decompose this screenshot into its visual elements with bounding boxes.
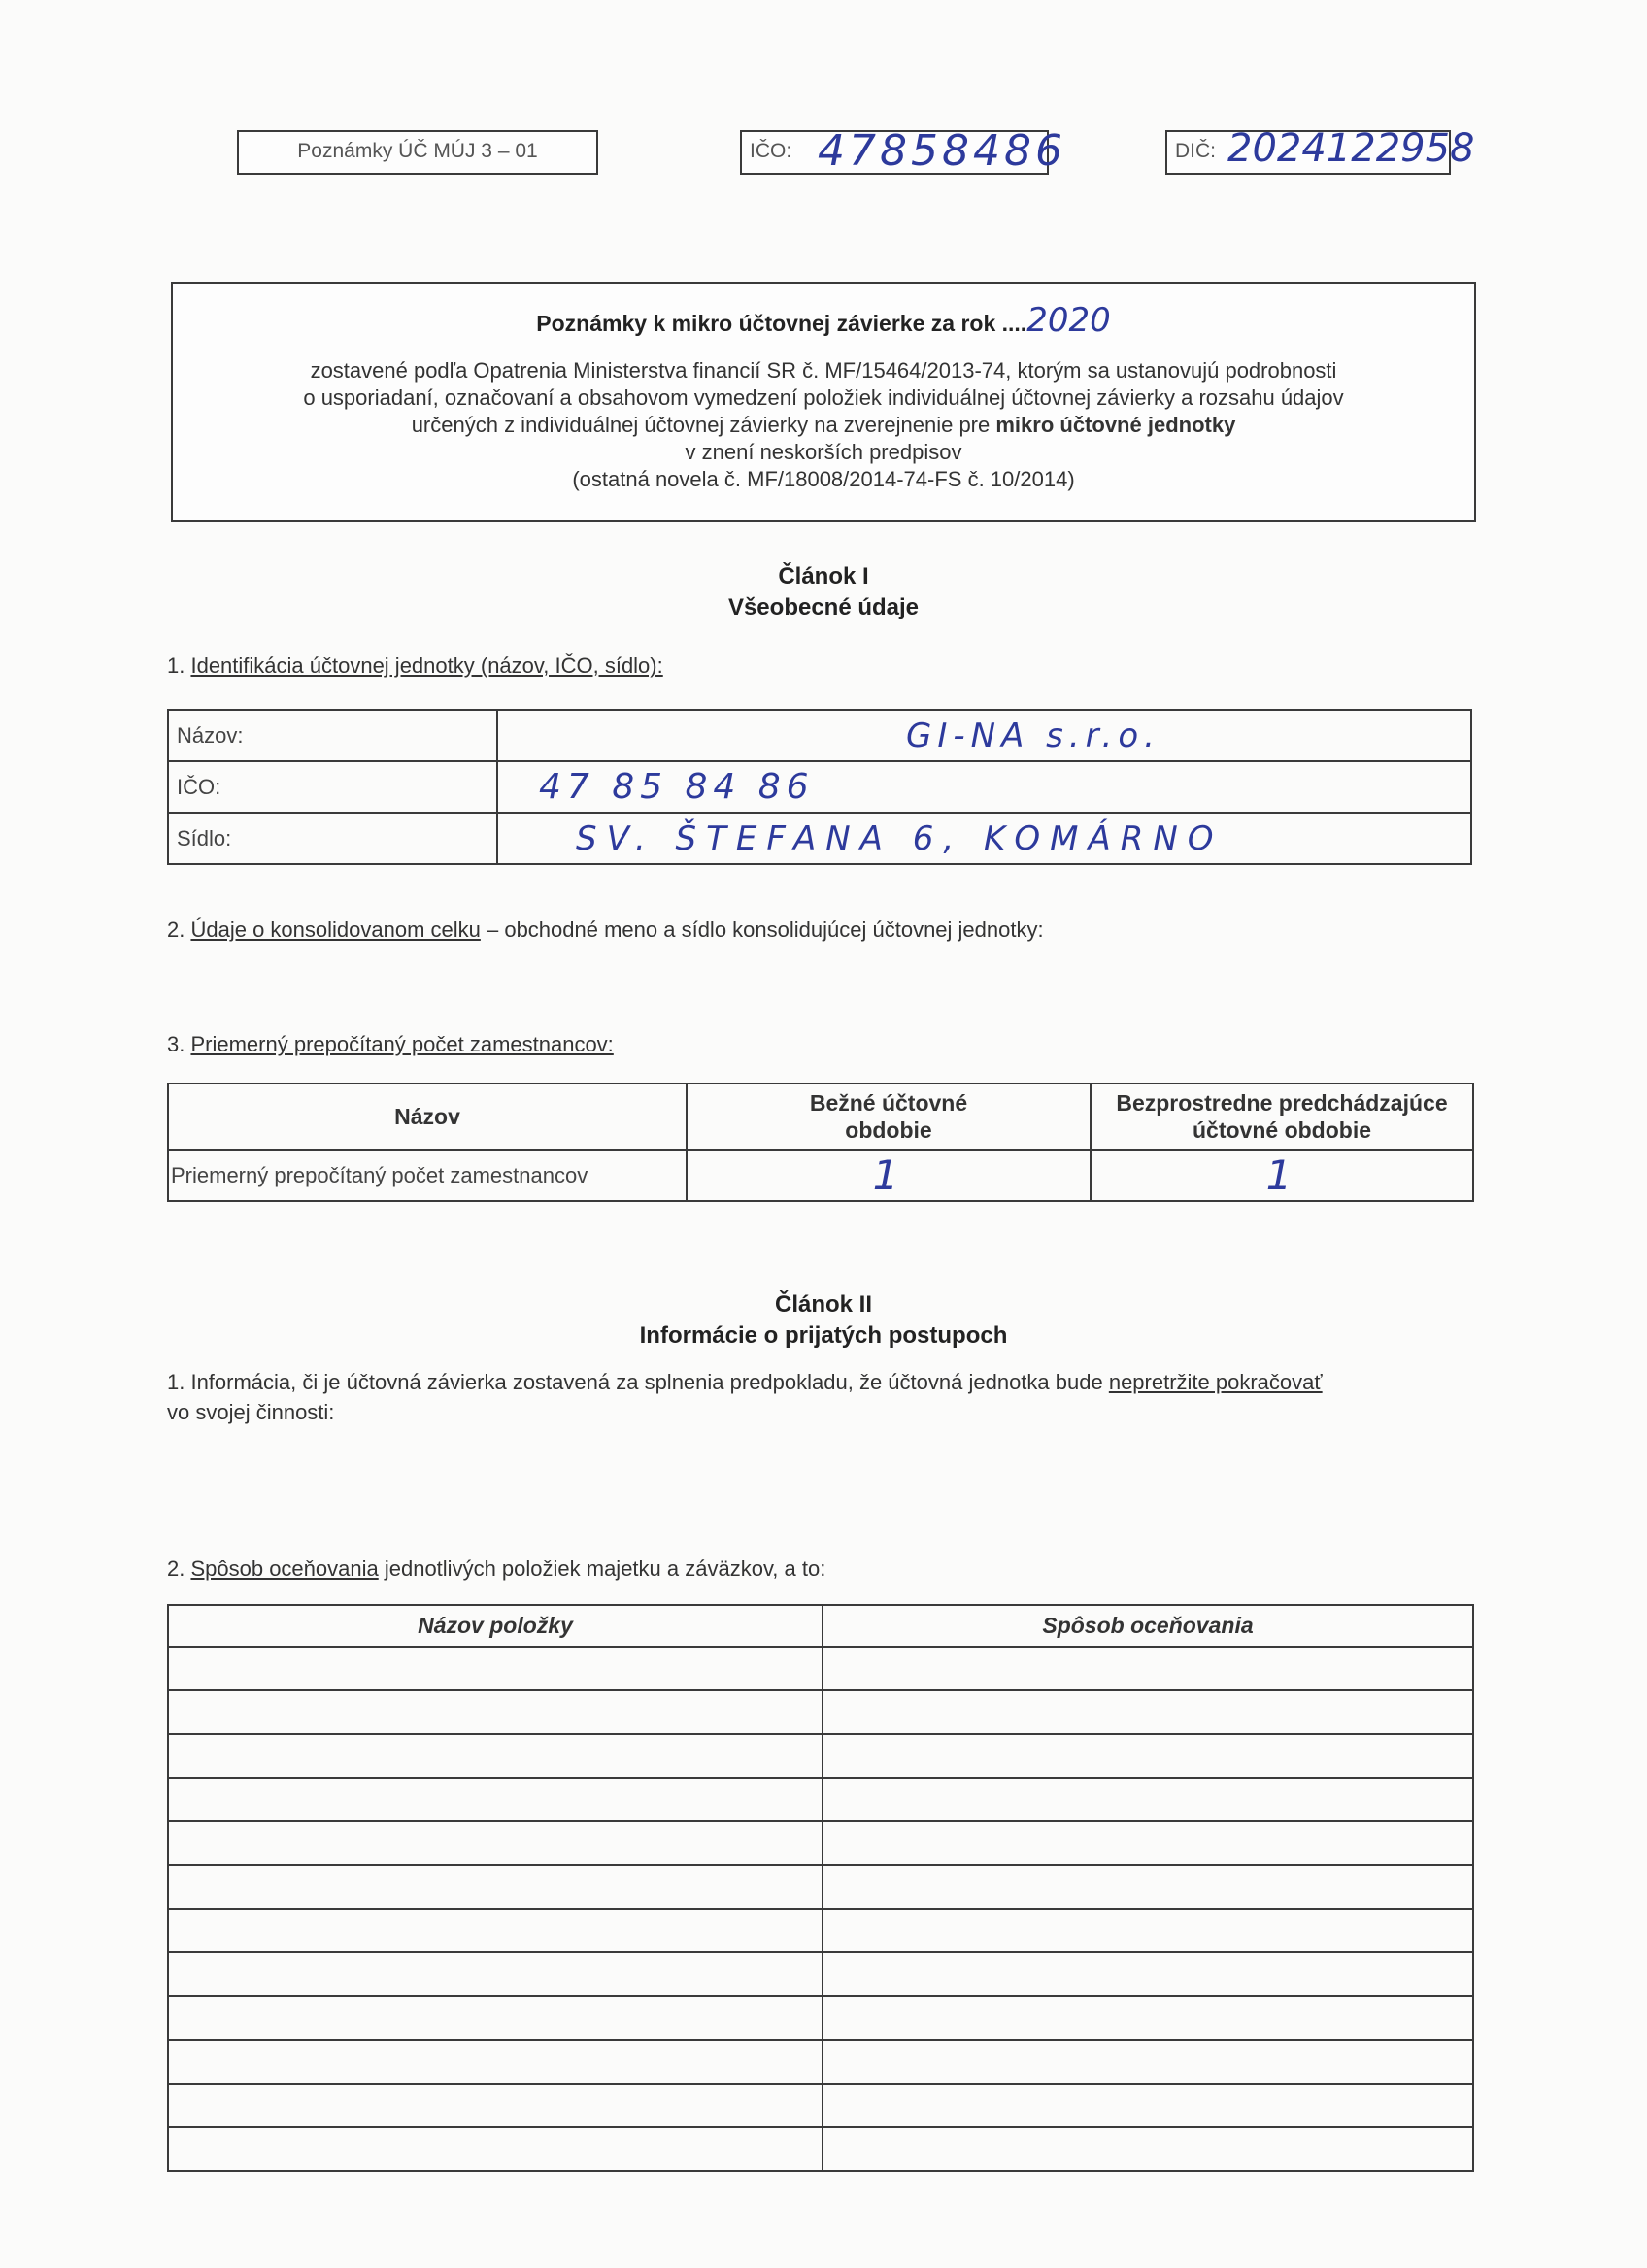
title-box	[171, 282, 1476, 522]
dic-handwritten-value: 2024122958	[1227, 126, 1475, 171]
method-cell	[823, 2084, 1473, 2127]
table-row	[168, 1690, 1473, 1734]
col-header-current-l1: Bežné účtovné	[809, 1090, 968, 1116]
table-row	[168, 710, 1471, 761]
item-cell	[168, 1865, 823, 1909]
method-cell	[823, 1778, 1473, 1821]
article-2-item-1-line1	[167, 1367, 1478, 1397]
item-cell	[168, 1647, 823, 1690]
item-cell	[168, 1778, 823, 1821]
col-header-previous-l1: Bezprostredne predchádzajúce	[1116, 1090, 1448, 1116]
article-1-subheading: Všeobecné údaje	[727, 594, 920, 620]
identification-table	[167, 709, 1472, 865]
title-line	[173, 301, 1474, 340]
form-code: Poznámky ÚČ MÚJ 3 – 01	[297, 140, 538, 162]
method-cell	[823, 1952, 1473, 1996]
table-row	[168, 1821, 1473, 1865]
method-cell	[823, 1909, 1473, 1952]
article-1-item-3	[167, 1029, 614, 1059]
legal-line-3-bold: mikro účtovné jednotky	[995, 413, 1236, 437]
table-row	[168, 2084, 1473, 2127]
id-value-seat	[497, 813, 1471, 864]
item-cell	[168, 1909, 823, 1952]
article-2-item-1	[167, 1367, 1478, 1427]
method-cell	[823, 1690, 1473, 1734]
previous-period-value	[1091, 1150, 1473, 1201]
item-cell	[168, 2040, 823, 2084]
table-row	[168, 1952, 1473, 1996]
previous-handwritten: 1	[1265, 1151, 1298, 1199]
year-handwritten: 2020	[1026, 301, 1111, 340]
id-label-ico: IČO:	[168, 761, 497, 813]
id-label-name: Názov:	[168, 710, 497, 761]
method-cell	[823, 2040, 1473, 2084]
item-cell	[168, 1734, 823, 1778]
col-header-item: Názov položky	[168, 1605, 823, 1647]
legal-line-2: o usporiadaní, označovaní a obsahovom vymedzení položiek individuálnej účtovnej závierky a rozsahu údajov	[303, 385, 1344, 410]
dic-label: DIČ:	[1175, 140, 1216, 162]
item-1-number: 1.	[167, 653, 191, 678]
legal-line-4: v znení neskorších predpisov	[685, 440, 962, 464]
item-cell	[168, 2127, 823, 2171]
id-label-seat: Sídlo:	[168, 813, 497, 864]
table-row	[168, 1778, 1473, 1821]
valuation-table	[167, 1604, 1474, 2172]
current-handwritten: 1	[872, 1151, 905, 1199]
table-row	[168, 1647, 1473, 1690]
id-seat-handwritten: SV. ŠTEFANA 6, KOMÁRNO	[576, 818, 1224, 858]
legal-line-3	[173, 412, 1474, 439]
current-period-value	[687, 1150, 1091, 1201]
col-header-previous	[1091, 1084, 1473, 1150]
article-2-item-2	[167, 1553, 825, 1584]
item-cell	[168, 1952, 823, 1996]
dic-box	[1165, 126, 1475, 175]
ico-label: IČO:	[750, 140, 792, 162]
table-row	[168, 1150, 1473, 1201]
row-label: Priemerný prepočítaný počet zamestnancov	[168, 1150, 687, 1201]
table-header-row	[168, 1605, 1473, 1647]
legal-line-1: zostavené podľa Opatrenia Ministerstva financií SR č. MF/15464/2013-74, ktorým sa ustanovujú podrobnosti	[310, 358, 1337, 383]
item-2-label: Spôsob oceňovania	[190, 1556, 379, 1581]
article-2-subheading: Informácie o prijatých postupoch	[639, 1322, 1008, 1349]
col-header-name: Názov	[168, 1084, 687, 1150]
article-1-heading: Článok I	[778, 563, 869, 589]
method-cell	[823, 1734, 1473, 1778]
id-name-handwritten: GI-NA s.r.o.	[906, 716, 1160, 755]
legal-basis	[173, 357, 1474, 493]
table-row	[168, 1996, 1473, 2040]
id-value-name	[497, 710, 1471, 761]
item-1-underlined: nepretržite pokračovať	[1108, 1370, 1323, 1394]
item-1-label: Identifikácia účtovnej jednotky (názov, IČO, sídlo):	[190, 653, 663, 678]
article-2-heading: Článok II	[774, 1291, 873, 1317]
method-cell	[823, 1821, 1473, 1865]
item-2-label: Údaje o konsolidovanom celku	[190, 917, 481, 942]
table-row	[168, 2127, 1473, 2171]
id-value-ico	[497, 761, 1471, 813]
col-header-current-l2: obdobie	[845, 1117, 932, 1143]
table-header-row	[168, 1084, 1473, 1150]
method-cell	[823, 2127, 1473, 2171]
item-2-number: 2.	[167, 1556, 191, 1581]
item-3-label: Priemerný prepočítaný počet zamestnancov:	[190, 1032, 614, 1056]
method-cell	[823, 1865, 1473, 1909]
table-row	[168, 813, 1471, 864]
method-cell	[823, 1996, 1473, 2040]
col-header-method: Spôsob oceňovania	[823, 1605, 1473, 1647]
legal-line-3-text: určených z individuálnej účtovnej závierky na zverejnenie pre	[411, 413, 996, 437]
item-2-rest: jednotlivých položiek majetku a záväzkov, a to:	[378, 1556, 826, 1581]
col-header-previous-l2: účtovné obdobie	[1193, 1117, 1371, 1143]
table-row	[168, 1734, 1473, 1778]
article-1-item-2	[167, 915, 1044, 945]
item-3-number: 3.	[167, 1032, 191, 1056]
item-cell	[168, 1996, 823, 2040]
method-cell	[823, 1647, 1473, 1690]
col-header-current	[687, 1084, 1091, 1150]
table-row	[168, 2040, 1473, 2084]
title-text: Poznámky k mikro účtovnej závierke za rok ....	[536, 311, 1027, 336]
employee-count-table	[167, 1083, 1474, 1202]
table-row	[168, 1865, 1473, 1909]
form-code-box	[237, 130, 598, 175]
item-2-rest: – obchodné meno a sídlo konsolidujúcej účtovnej jednotky:	[480, 917, 1044, 942]
article-1-item-1	[167, 650, 663, 681]
table-row	[168, 761, 1471, 813]
item-cell	[168, 1821, 823, 1865]
article-2-item-1-line2: vo svojej činnosti:	[167, 1400, 335, 1424]
id-ico-handwritten: 47 85 84 86	[539, 767, 815, 807]
item-cell	[168, 1690, 823, 1734]
ico-box	[740, 126, 1066, 176]
table-row	[168, 1909, 1473, 1952]
ico-handwritten-value: 47858486	[818, 126, 1066, 176]
item-cell	[168, 2084, 823, 2127]
item-1-text: 1. Informácia, či je účtovná závierka zostavená za splnenia predpokladu, že účtovná jednotka bude	[167, 1370, 1109, 1394]
item-2-number: 2.	[167, 917, 191, 942]
legal-line-5: (ostatná novela č. MF/18008/2014-74-FS č. 10/2014)	[572, 467, 1075, 491]
